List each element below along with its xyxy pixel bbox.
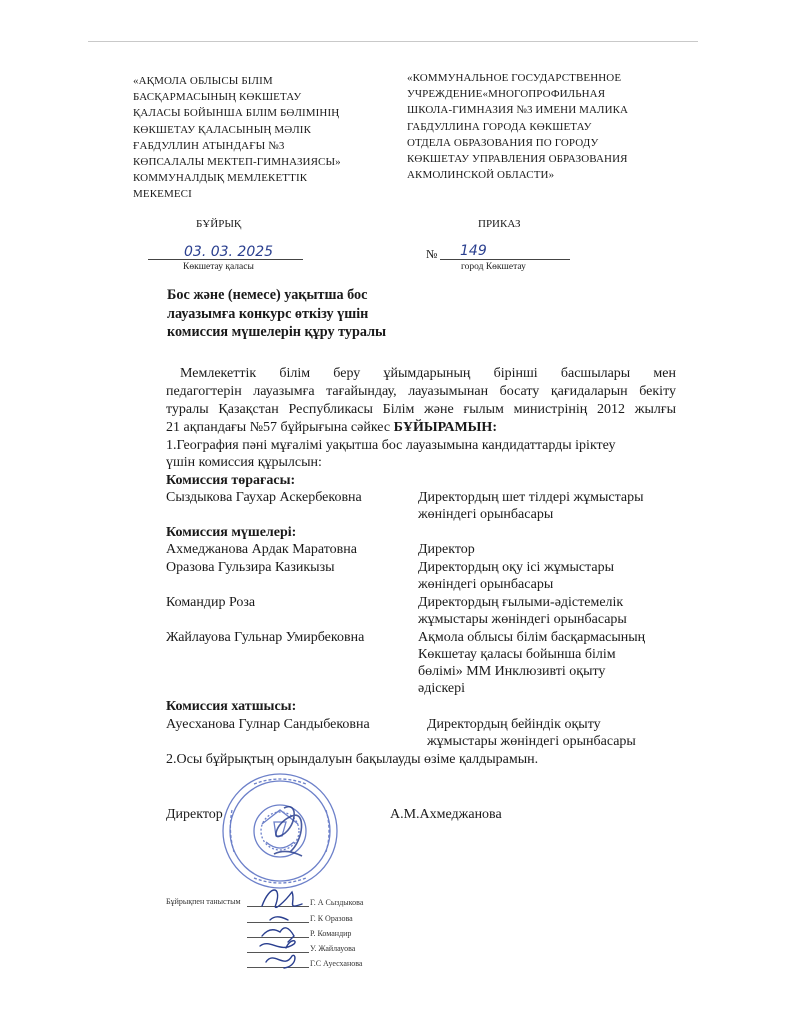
top-rule	[88, 41, 698, 42]
preamble-line-3: туралы Қазақстан Республикасы Білім және ғылым министрінің 2012 жылғы	[166, 402, 676, 417]
secretary-name: Ауесханова Гулнар Сандыбековна	[166, 717, 370, 732]
preamble-line-2: педагогтерін лауазымға тағайындау, лауазымынан босату қағидаларын бекіту	[166, 384, 676, 399]
secretary-position-line: жұмыстары жөніндегі орынбасары	[427, 734, 636, 749]
member-position-line: Көкшетау қаласы бойынша білім	[418, 647, 616, 662]
member-name: Оразова Гульзира Казикызы	[166, 560, 335, 575]
member-position-line: бөлімі» ММ Инклюзивті оқыту	[418, 664, 606, 679]
member-position-line: жөніндегі орынбасары	[418, 577, 554, 592]
preamble-line-1: Мемлекеттік білім беру ұйымдарының бірінші басшылары мен	[180, 366, 676, 381]
signature-name: А.М.Ахмеджанова	[390, 807, 502, 822]
secretary-heading: Комиссия хатшысы:	[166, 699, 297, 714]
header-kz	[133, 73, 341, 203]
header-ru-line: ГАБДУЛЛИНА ГОРОДА КӨКШЕТАУ	[407, 120, 592, 133]
header-kz-line: ҒАБДУЛЛИН АТЫНДАҒЫ №3	[133, 139, 285, 152]
subject-line: комиссия мүшелерін құру туралы	[167, 324, 387, 340]
member-position-line: Директор	[418, 542, 475, 557]
header-ru-line: АКМОЛИНСКОЙ ОБЛАСТИ»	[407, 169, 555, 182]
header-kz-line: МЕКЕМЕСІ	[133, 188, 192, 201]
member-position-line: Ақмола облысы білім басқармасының	[418, 630, 646, 645]
doc-number: 149	[460, 243, 487, 259]
item1-line-2: үшін комиссия құрылсын:	[166, 455, 322, 470]
subject-line: Бос және (немесе) уақытша бос	[167, 287, 368, 303]
ack-name: Г.С Ауесханова	[310, 959, 363, 968]
chair-name: Сыздыкова Гаухар Аскербековна	[166, 490, 362, 505]
order-subject	[167, 286, 386, 342]
handwritten-signatures-icon	[240, 880, 330, 980]
member-position-line: жұмыстары жөніндегі орынбасары	[418, 612, 627, 627]
doc-type-kz: БҰЙРЫҚ	[196, 218, 242, 230]
header-ru-line: УЧРЕЖДЕНИЕ«МНОГОПРОФИЛЬНАЯ	[407, 88, 606, 101]
header-kz-line: КӨКШЕТАУ ҚАЛАСЫНЫҢ МӘЛІК	[133, 123, 312, 136]
secretary-position-line: Директордың бейіндік оқыту	[427, 717, 601, 732]
official-seal-icon	[214, 770, 346, 892]
preamble-line-4	[166, 419, 497, 436]
date-underline	[148, 259, 303, 260]
chair-position-line: жөніндегі орынбасары	[418, 507, 554, 522]
header-ru-line: КӨКШЕТАУ УПРАВЛЕНИЯ ОБРАЗОВАНИЯ	[407, 153, 628, 166]
ack-name: Р. Командир	[310, 929, 352, 938]
member-position-line: әдіскері	[418, 681, 465, 696]
member-name: Ахмеджанова Ардак Маратовна	[166, 542, 357, 557]
subject-line: лауазымға конкурс өткізу үшін	[167, 305, 369, 322]
order-keyword: БҰЙЫРАМЫН:	[393, 420, 497, 435]
signature-role: Директор	[166, 807, 223, 822]
header-kz-line: КӨПСАЛАЛЫ МЕКТЕП-ГИМНАЗИЯСЫ»	[133, 156, 341, 169]
ack-name: У. Жайлауова	[310, 944, 356, 953]
header-ru-line: ОТДЕЛА ОБРАЗОВАНИЯ ПО ГОРОДУ	[407, 136, 599, 149]
header-ru-line: «КОММУНАЛЬНОЕ ГОСУДАРСТВЕННОЕ	[407, 72, 622, 84]
member-position-line: Директордың оқу ісі жұмыстары	[418, 560, 614, 575]
header-kz-line: КОММУНАЛДЫҚ МЕМЛЕКЕТТІК	[133, 172, 308, 185]
member-name: Жайлауова Гульнар Умирбековна	[166, 630, 365, 645]
member-name: Командир Роза	[166, 595, 256, 610]
number-underline	[440, 259, 570, 260]
acknowledged-label: Бұйрықпен таныстым	[166, 897, 241, 906]
item1-line-1: 1.География пәні мұғалімі уақытша бос лауазымына кандидаттарды іріктеу	[166, 438, 616, 453]
header-ru	[407, 70, 628, 183]
members-heading: Комиссия мүшелері:	[166, 525, 297, 540]
item2-text: 2.Осы бұйрықтың орындалуын бақылауды өзіме қалдырамын.	[166, 752, 539, 767]
header-kz-line: БАСҚАРМАСЫНЫҢ КӨКШЕТАУ	[133, 91, 302, 104]
header-ru-line: ШКОЛА-ГИМНАЗИЯ №3 ИМЕНИ МАЛИКА	[407, 104, 629, 117]
header-kz-line: «АҚМОЛА ОБЛЫСЫ БІЛІМ	[133, 75, 273, 87]
member-position-line: Директордың ғылыми-әдістемелік	[418, 595, 624, 610]
header-kz-line: ҚАЛАСЫ БОЙЫНША БІЛІМ БӨЛІМІНІҢ	[133, 107, 340, 120]
chair-position-line: Директордың шет тілдері жұмыстары	[418, 490, 644, 505]
ack-name: Г. К Оразова	[310, 914, 353, 923]
city-kz: Көкшетау қаласы	[183, 262, 254, 272]
city-ru: город Көкшетау	[461, 262, 526, 272]
number-prefix: №	[426, 247, 438, 261]
chair-heading: Комиссия төрағасы:	[166, 473, 296, 488]
preamble-text: 21 ақпандағы №57 бұйрығына сәйкес	[166, 420, 394, 435]
ack-name: Г. А Сыздыкова	[310, 898, 364, 907]
doc-type-ru: ПРИКАЗ	[478, 218, 521, 230]
doc-date: 03. 03. 2025	[184, 244, 274, 260]
